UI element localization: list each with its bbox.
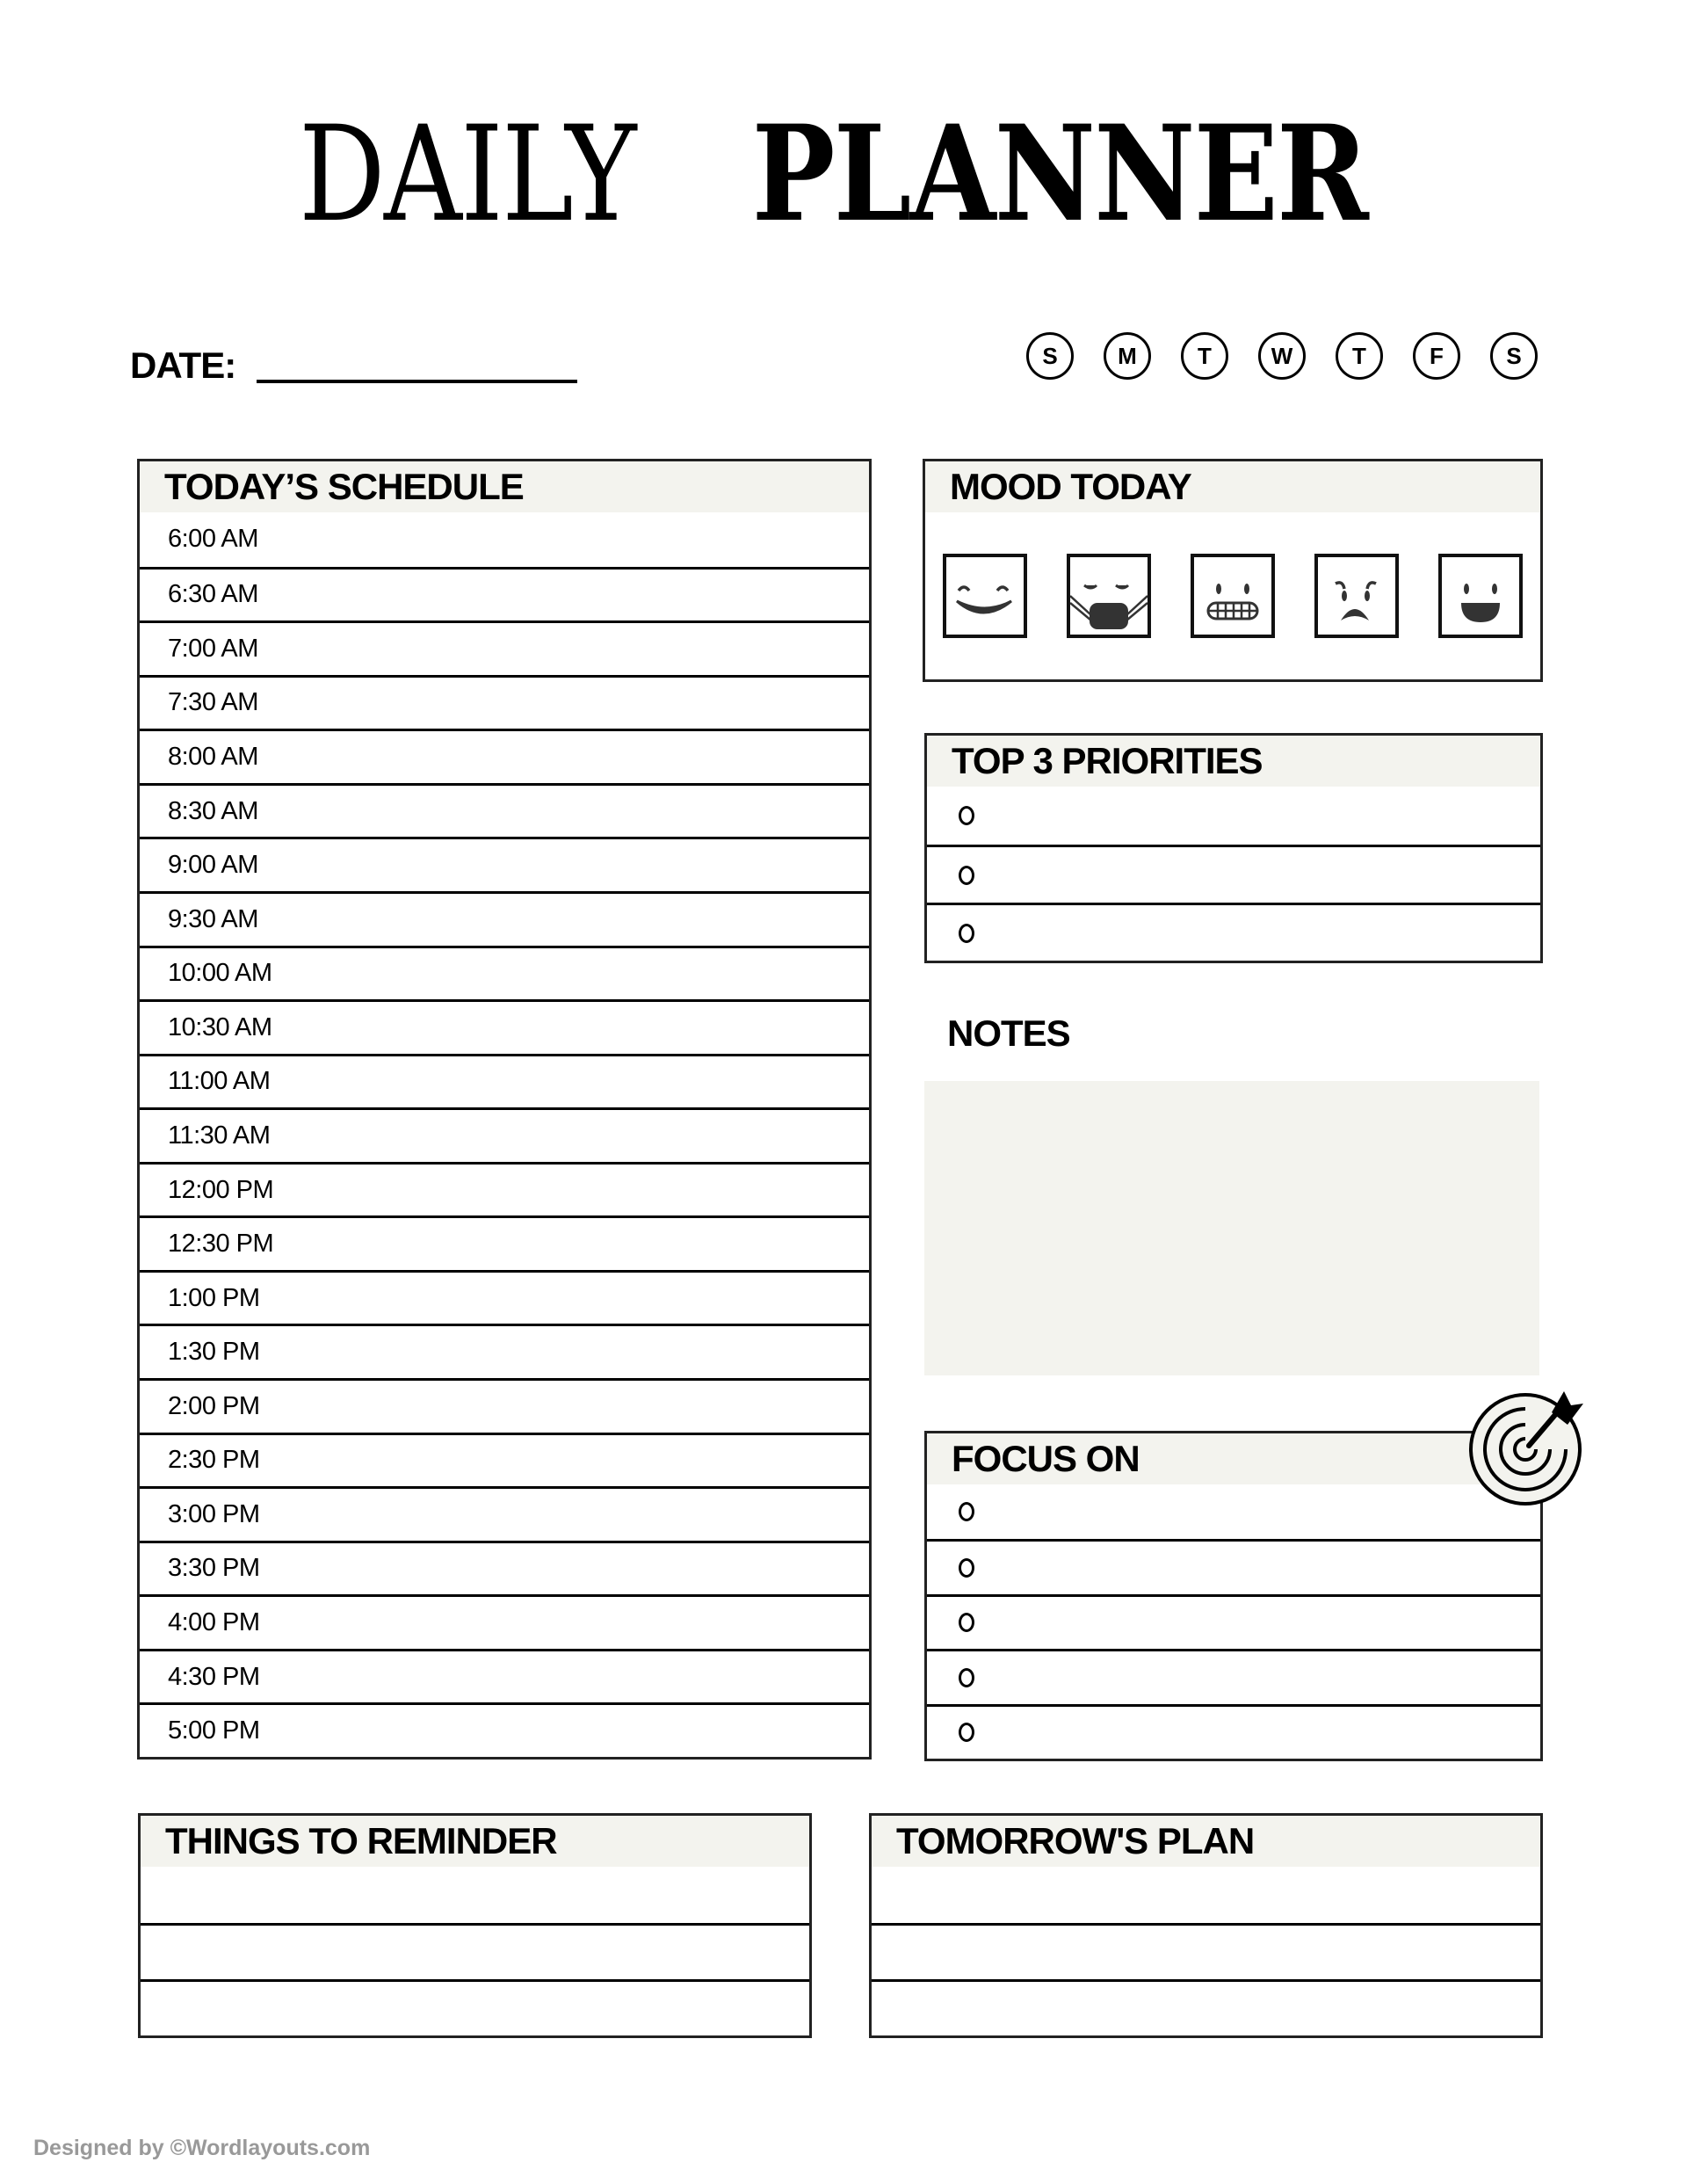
schedule-row[interactable]: [140, 675, 869, 729]
priority-row[interactable]: [927, 787, 1540, 845]
schedule-row[interactable]: [140, 1107, 869, 1162]
time-label: 12:30 PM: [168, 1230, 274, 1259]
title-planner: PLANNER: [751, 97, 1367, 251]
tomorrow-heading: TOMORROW'S PLAN: [872, 1816, 1540, 1867]
schedule-row[interactable]: [140, 1433, 869, 1487]
time-label: 5:00 PM: [168, 1716, 260, 1745]
focus-section: [924, 1431, 1543, 1761]
title-daily: DAILY: [298, 98, 635, 251]
footer-credit: Designed by ©Wordlayouts.com: [33, 2136, 371, 2160]
time-label: 2:00 PM: [168, 1391, 260, 1420]
tomorrow-row[interactable]: [872, 1923, 1540, 1979]
happy-face-icon[interactable]: [1438, 554, 1523, 638]
schedule-row[interactable]: [140, 1541, 869, 1595]
priority-row[interactable]: [927, 903, 1540, 961]
schedule-row[interactable]: [140, 1486, 869, 1541]
day-circle[interactable]: W: [1258, 332, 1306, 380]
focus-row[interactable]: [927, 1594, 1540, 1649]
time-label: 1:00 PM: [168, 1283, 260, 1312]
time-label: 3:00 PM: [168, 1499, 260, 1528]
circle-bullet-icon[interactable]: [959, 1723, 974, 1742]
day-circle[interactable]: S: [1490, 332, 1538, 380]
tomorrow-row[interactable]: [872, 1979, 1540, 2035]
schedule-row[interactable]: [140, 1594, 869, 1649]
schedule-row[interactable]: [140, 783, 869, 838]
time-label: 6:00 AM: [168, 525, 258, 554]
tomorrow-row[interactable]: [872, 1867, 1540, 1923]
priorities-section: [924, 733, 1543, 963]
schedule-row[interactable]: [140, 1324, 869, 1378]
time-label: 4:00 PM: [168, 1608, 260, 1637]
page-title: [0, 97, 1687, 251]
grimacing-face-icon[interactable]: [1191, 554, 1275, 638]
priority-row[interactable]: [927, 845, 1540, 903]
schedule-row[interactable]: [140, 946, 869, 1000]
priorities-heading: TOP 3 PRIORITIES: [927, 736, 1540, 787]
schedule-row[interactable]: [140, 620, 869, 675]
schedule-row[interactable]: [140, 1702, 869, 1757]
time-label: 11:30 AM: [168, 1121, 271, 1150]
schedule-row[interactable]: [140, 1649, 869, 1703]
time-label: 12:00 PM: [168, 1175, 274, 1204]
reminder-section: [138, 1813, 812, 2038]
time-label: 8:00 AM: [168, 743, 258, 772]
circle-bullet-icon[interactable]: [959, 1668, 974, 1687]
target-arrow-icon: [1467, 1384, 1590, 1507]
schedule-row[interactable]: [140, 1270, 869, 1324]
time-label: 10:30 AM: [168, 1012, 272, 1041]
schedule-row[interactable]: [140, 1378, 869, 1433]
schedule-row[interactable]: [140, 567, 869, 621]
day-circle[interactable]: F: [1413, 332, 1460, 380]
schedule-section: [137, 459, 872, 1760]
circle-bullet-icon[interactable]: [959, 806, 974, 825]
circle-bullet-icon[interactable]: [959, 1613, 974, 1632]
reminder-row[interactable]: [141, 1867, 809, 1923]
schedule-row[interactable]: [140, 891, 869, 946]
circle-bullet-icon[interactable]: [959, 1502, 974, 1521]
date-label: DATE:: [130, 345, 236, 386]
time-label: 6:30 AM: [168, 580, 258, 609]
schedule-row[interactable]: [140, 1215, 869, 1270]
time-label: 9:00 AM: [168, 851, 258, 880]
masked-face-icon[interactable]: [1067, 554, 1151, 638]
focus-row[interactable]: [927, 1539, 1540, 1593]
circle-bullet-icon[interactable]: [959, 1558, 974, 1578]
time-label: 1:30 PM: [168, 1338, 260, 1367]
time-label: 4:30 PM: [168, 1662, 260, 1691]
time-label: 8:30 AM: [168, 796, 258, 825]
schedule-row[interactable]: [140, 999, 869, 1054]
time-label: 7:00 AM: [168, 634, 258, 663]
tomorrow-section: [869, 1813, 1543, 2038]
schedule-row[interactable]: [140, 512, 869, 567]
date-field[interactable]: [257, 380, 577, 383]
circle-bullet-icon[interactable]: [959, 866, 974, 885]
time-label: 10:00 AM: [168, 959, 272, 988]
mood-heading: MOOD TODAY: [925, 461, 1540, 512]
day-circle[interactable]: T: [1181, 332, 1228, 380]
notes-heading: NOTES: [947, 1012, 1070, 1054]
day-circle[interactable]: T: [1336, 332, 1383, 380]
schedule-heading: TODAY’S SCHEDULE: [140, 461, 869, 512]
reminder-row[interactable]: [141, 1979, 809, 2035]
focus-heading: FOCUS ON: [927, 1433, 1540, 1484]
time-label: 3:30 PM: [168, 1554, 260, 1583]
schedule-row[interactable]: [140, 837, 869, 891]
schedule-row[interactable]: [140, 729, 869, 783]
day-circle[interactable]: S: [1026, 332, 1074, 380]
schedule-row[interactable]: [140, 1162, 869, 1216]
reminder-row[interactable]: [141, 1923, 809, 1979]
reminder-heading: THINGS TO REMINDER: [141, 1816, 809, 1867]
focus-row[interactable]: [927, 1649, 1540, 1703]
smiling-face-icon[interactable]: [943, 554, 1027, 638]
day-circle[interactable]: M: [1104, 332, 1151, 380]
notes-area[interactable]: [924, 1081, 1539, 1375]
time-label: 11:00 AM: [168, 1067, 271, 1096]
focus-row[interactable]: [927, 1484, 1540, 1539]
circle-bullet-icon[interactable]: [959, 924, 974, 943]
time-label: 2:30 PM: [168, 1446, 260, 1475]
focus-row[interactable]: [927, 1704, 1540, 1759]
time-label: 9:30 AM: [168, 904, 258, 933]
time-label: 7:30 AM: [168, 688, 258, 717]
angry-face-icon[interactable]: [1314, 554, 1399, 638]
schedule-row[interactable]: [140, 1054, 869, 1108]
